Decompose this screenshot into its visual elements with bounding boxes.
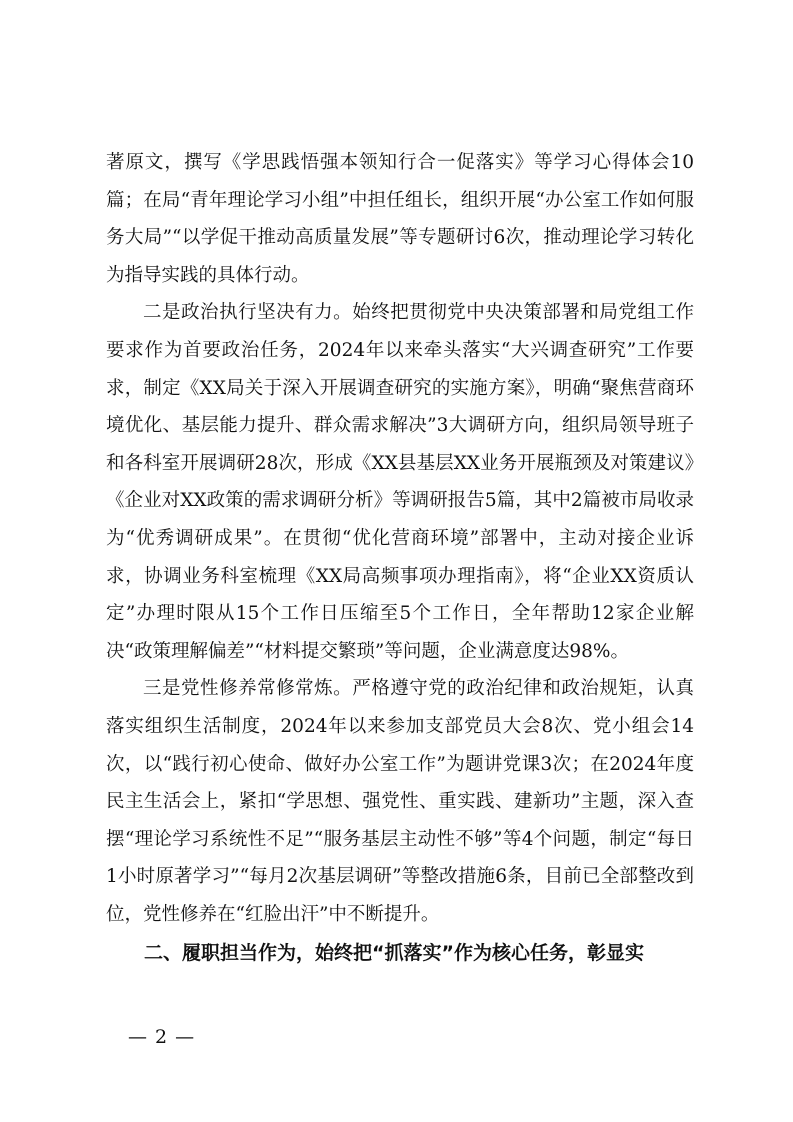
section-heading: 二、履职担当作为，始终把“抓落实”作为核心任务，彰显实 <box>144 942 644 965</box>
body-text <box>106 144 694 973</box>
paragraph-party-cultivation: 三是党性修养常修常炼。严格遵守党的政治纪律和政治规矩，认真落实组织生活制度，2024年以来参加支部党员大会8次、党小组会14次，以“践行初心使命、做好办公室工作”为题讲党课3次；在2024年度民主生活会上，紧扣“学思想、强党性、重实践、建新功”主题，深入查摆“理论学习系统性不足”“服务基层主动性不够”等4个问题，制定“每日1小时原著学习”“每月2次基层调研”等整改措施6条，目前已全部整改到位，党性修养在“红脸出汗”中不断提升。 <box>106 678 694 925</box>
paragraph-political-execution: 二是政治执行坚决有力。始终把贯彻党中央决策部署和局党组工作要求作为首要政治任务，2024年以来牵头落实“大兴调查研究”工作要求，制定《XX局关于深入开展调查研究的实施方案》，明确“聚焦营商环境优化、基层能力提升、群众需求解决”3大调研方向，组织局领导班子和各科室开展调研28次，形成《XX县基层XX业务开展瓶颈及对策建议》《企业对XX政策的需求调研分析》等调研报告5篇，其中2篇被市局收录为“优秀调研成果”。在贯彻“优化营商环境”部署中，主动对接企业诉求，协调业务科室梳理《XX局高频事项办理指南》，将“企业XX资质认定”办理时限从15个工作日压缩至5个工作日，全年帮助12家企业解决“政策理解偏差”“材料提交繁琐”等问题，企业满意度达98%。 <box>106 302 694 662</box>
page-number: — 2 — <box>128 1026 196 1048</box>
paragraph-continued: 著原文，撰写《学思践悟强本领知行合一促落实》等学习心得体会10篇；在局“青年理论学习小组”中担任组长，组织开展“办公室工作如何服务大局”“以学促干推动高质量发展”等专题研讨6次，推动理论学习转化为指导实践的具体行动。 <box>106 152 694 286</box>
